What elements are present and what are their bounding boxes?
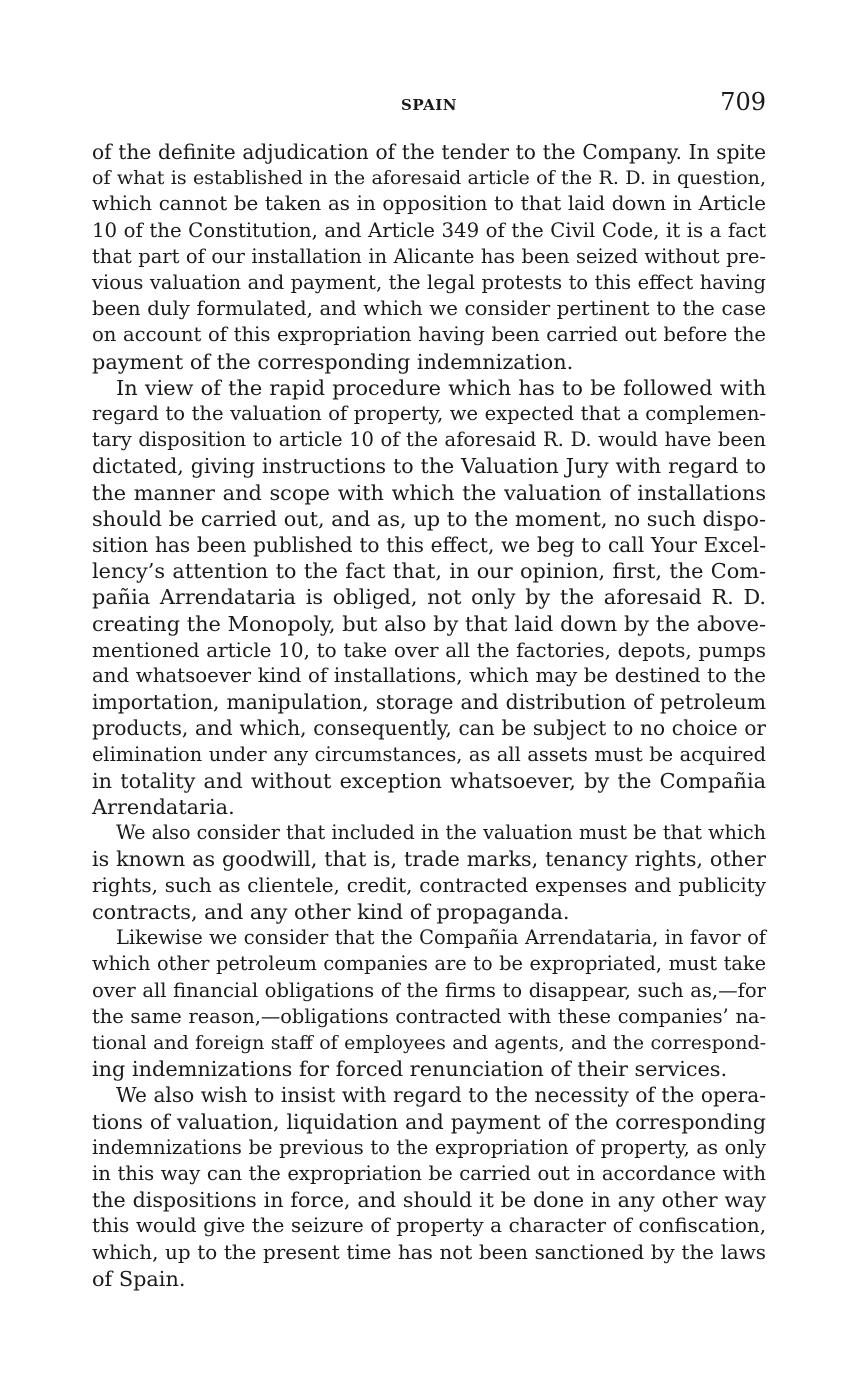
text-line: tary disposition to article 10 of the aforesaid R. D. would have been bbox=[92, 428, 766, 452]
text-line: been duly formulated, and which we consider pertinent to the case bbox=[92, 297, 766, 321]
running-head: SPAIN bbox=[401, 96, 457, 114]
paragraph bbox=[92, 375, 766, 820]
text-line: lency’s attention to the fact that, in our opinion, first, the Com- bbox=[92, 559, 766, 584]
text-line: payment of the corresponding indemnization. bbox=[92, 349, 574, 374]
text-line: of what is established in the aforesaid article of the R. D. in question, bbox=[92, 167, 766, 190]
text-line: Arrendataria. bbox=[92, 795, 235, 820]
text-line: tional and foreign staff of employees and agents, and the correspond- bbox=[92, 1031, 766, 1054]
page-header bbox=[92, 88, 766, 124]
text-line: We also consider that included in the valuation must be that which bbox=[116, 821, 766, 845]
text-line: in this way can the expropriation be carried out in accordance with bbox=[92, 1161, 766, 1185]
text-line: ing indemnizations for forced renunciation of their services. bbox=[92, 1057, 728, 1082]
text-line: rights, such as clientele, credit, contracted expenses and publicity bbox=[92, 873, 766, 897]
text-line: We also wish to insist with regard to the necessity of the opera- bbox=[116, 1083, 766, 1108]
text-line: this would give the seizure of property a character of confiscation, bbox=[92, 1214, 766, 1238]
paragraph bbox=[92, 139, 766, 375]
text-line: dictated, giving instructions to the Valuation Jury with regard to bbox=[92, 454, 766, 479]
text-line: the same reason,—obligations contracted with these companies’ na- bbox=[92, 1004, 766, 1028]
text-line: importation, manipulation, storage and distribution of petroleum bbox=[92, 690, 766, 715]
text-line: which other petroleum companies are to be expropriated, must take bbox=[92, 952, 766, 976]
text-line: 10 of the Constitution, and Article 349 of the Civil Code, it is a fact bbox=[92, 218, 766, 242]
text-line: which cannot be taken as in opposition to that laid down in Article bbox=[92, 192, 766, 216]
text-line: in totality and without exception whatsoever, by the Compañia bbox=[92, 768, 766, 793]
text-line: mentioned article 10, to take over all the factories, depots, pumps bbox=[92, 637, 766, 662]
text-line: over all financial obligations of the firms to disappear, such as,—for bbox=[92, 978, 766, 1002]
text-line: Likewise we consider that the Compañia Arrendataria, in favor of bbox=[116, 926, 766, 950]
text-line: indemnizations be previous to the expropriation of property, as only bbox=[92, 1135, 766, 1159]
text-line: on account of this expropriation having been carried out before the bbox=[92, 323, 766, 347]
text-line: the dispositions in force, and should it be done in any other way bbox=[92, 1188, 766, 1213]
text-line: creating the Monopoly, but also by that laid down by the above- bbox=[92, 611, 766, 636]
text-line: is known as goodwill, that is, trade marks, tenancy rights, other bbox=[92, 847, 766, 872]
page-number: 709 bbox=[720, 88, 766, 116]
text-line: the manner and scope with which the valuation of installations bbox=[92, 480, 766, 505]
text-line: contracts, and any other kind of propaganda. bbox=[92, 899, 570, 924]
text-line: regard to the valuation of property, we expected that a complemen- bbox=[92, 402, 766, 426]
text-line: and whatsoever kind of installations, which may be destined to the bbox=[92, 664, 766, 688]
paragraph bbox=[92, 820, 766, 925]
text-line: products, and which, consequently, can be subject to no choice or bbox=[92, 716, 766, 741]
text-line: pañia Arrendataria is obliged, not only by the aforesaid R. D. bbox=[92, 585, 766, 610]
body-text bbox=[92, 139, 766, 1292]
paragraph bbox=[92, 925, 766, 1082]
text-line: of the definite adjudication of the tender to the Company. In spite bbox=[92, 140, 766, 164]
paragraph bbox=[92, 1082, 766, 1292]
text-line: which, up to the present time has not been sanctioned by the laws bbox=[92, 1240, 766, 1264]
text-line: that part of our installation in Alicante has been seized without pre- bbox=[92, 244, 766, 268]
text-line: In view of the rapid procedure which has to be followed with bbox=[116, 375, 766, 400]
text-line: elimination under any circumstances, as all assets must be acquired bbox=[92, 742, 766, 766]
text-line: sition has been published to this effect, we beg to call Your Excel- bbox=[92, 533, 766, 558]
text-line: should be carried out, and as, up to the moment, no such dispo- bbox=[92, 506, 766, 531]
text-line: tions of valuation, liquidation and payment of the corresponding bbox=[92, 1109, 766, 1134]
text-line: vious valuation and payment, the legal protests to this effect having bbox=[92, 271, 766, 295]
text-line: of Spain. bbox=[92, 1266, 186, 1291]
